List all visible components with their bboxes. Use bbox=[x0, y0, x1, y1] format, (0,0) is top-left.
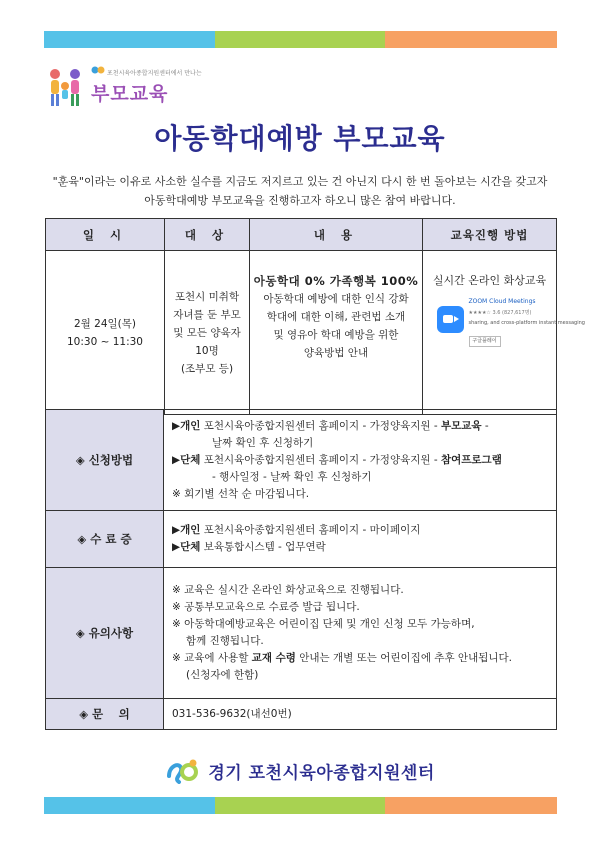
notes-content bbox=[164, 568, 557, 699]
info-table bbox=[45, 409, 557, 730]
certificate-line-1: ▶개인 포천시육아종합지원센터 홈페이지 - 마이페이지 bbox=[172, 524, 421, 536]
header-method: 교육진행 방법 bbox=[423, 219, 557, 251]
zoom-app-description: sharing, and cross-platform instant messaging bbox=[468, 320, 585, 326]
target-line: 자녀를 둔 부모 bbox=[173, 308, 241, 321]
contact-phone: 031-536-9632(내선0번) bbox=[164, 699, 557, 730]
certificate-row bbox=[46, 511, 557, 568]
footer-org-name: 경기 포천시육아종합지원센터 bbox=[208, 763, 435, 784]
content-line: 및 영유아 학대 예방을 위한 bbox=[273, 329, 399, 341]
header-datetime: 일 시 bbox=[46, 219, 165, 251]
content-line: 양육방법 안내 bbox=[303, 347, 369, 359]
content-line: 학대에 대한 이해, 관련법 소개 bbox=[266, 311, 406, 323]
intro-text bbox=[40, 172, 560, 210]
bottom-bar-green bbox=[215, 797, 385, 814]
certificate-label: ◈ 수 료 증 bbox=[46, 511, 164, 568]
zoom-app-icon bbox=[437, 306, 464, 333]
logo-text: 부모교육 bbox=[91, 83, 169, 105]
zoom-app-rating: ★★★★☆ 3.6 (827,617명) bbox=[468, 310, 532, 316]
target-line: 및 모든 양육자 bbox=[173, 326, 241, 339]
notes-line-5: ※ 교육에 사용할 교재 수령 안내는 개별 또는 어린이집에 추후 안내됩니다. bbox=[172, 652, 512, 664]
bottom-bar-orange bbox=[385, 797, 557, 814]
google-play-badge: 구글플레이 bbox=[469, 336, 501, 347]
target-line: 포천시 미취학 bbox=[174, 290, 240, 303]
content-line: 아동학대 예방에 대한 인식 강화 bbox=[263, 293, 409, 305]
page-title: 아동학대예방 부모교육 bbox=[154, 122, 446, 155]
center-logo-icon bbox=[165, 758, 199, 784]
contact-label: ◈ 문 의 bbox=[46, 699, 164, 730]
apply-content bbox=[164, 410, 557, 511]
target-line: 10명 bbox=[195, 344, 219, 357]
bottom-bar-blue bbox=[44, 797, 215, 814]
content-cell bbox=[250, 251, 423, 415]
apply-line-1: ▶개인 포천시육아종합지원센터 홈페이지 - 가정양육지원 - 부모교육 - bbox=[172, 419, 489, 432]
intro-line-1: "훈육"이라는 이유로 사소한 실수를 지금도 저지르고 있는 건 아닌지 다시 한 번 돌아보는 시간을 갖고자 bbox=[52, 175, 548, 188]
header-content: 내 용 bbox=[250, 219, 423, 251]
apply-line-4: - 행사일정 - 날짜 확인 후 신청하기 bbox=[212, 470, 372, 483]
certificate-line-2: ▶단체 보육통합시스템 - 업무연락 bbox=[172, 541, 326, 553]
event-time: 10:30 ~ 11:30 bbox=[67, 335, 143, 348]
center-symbol-icon bbox=[91, 65, 105, 75]
apply-line-3: ▶단체 포천시육아종합지원센터 홈페이지 - 가정양육지원 - 참여프로그램 bbox=[172, 453, 502, 466]
zoom-app-name: ZOOM Cloud Meetings bbox=[468, 298, 536, 305]
target-line: (조부모 등) bbox=[180, 362, 234, 375]
method-text: 실시간 온라인 화상교육 bbox=[432, 274, 547, 287]
parent-education-logo bbox=[45, 66, 202, 108]
notes-label: ◈ 유의사항 bbox=[46, 568, 164, 699]
top-bar-blue bbox=[44, 31, 215, 48]
schedule-header-row bbox=[46, 219, 557, 251]
logo-subtitle: 포천시육아종합지원센터에서 만나는 bbox=[107, 70, 202, 77]
notes-row bbox=[46, 568, 557, 699]
event-date: 2월 24일(목) bbox=[73, 317, 136, 330]
notes-line-2: ※ 공통부모교육으로 수료증 발급 됩니다. bbox=[172, 601, 360, 613]
certificate-content bbox=[164, 511, 557, 568]
intro-line-2: 아동학대예방 부모교육을 진행하고자 하오니 많은 참여 바랍니다. bbox=[144, 194, 456, 207]
schedule-table bbox=[45, 218, 585, 415]
target-cell bbox=[165, 251, 250, 415]
notes-line-3: ※ 아동학대예방교육은 어린이집 단체 및 개인 신청 모두 가능하며, bbox=[172, 618, 475, 630]
notes-line-4: 함께 진행됩니다. bbox=[186, 635, 264, 647]
schedule-row bbox=[46, 251, 557, 415]
notes-line-1: ※ 교육은 실시간 온라인 화상교육으로 진행됩니다. bbox=[172, 584, 404, 596]
method-cell bbox=[423, 251, 585, 415]
header-target: 대 상 bbox=[165, 219, 250, 251]
apply-row bbox=[46, 410, 557, 511]
datetime-cell bbox=[46, 251, 165, 415]
notes-line-6: (신청자에 한함) bbox=[186, 669, 259, 681]
apply-label: ◈ 신청방법 bbox=[46, 410, 164, 511]
contact-row bbox=[46, 699, 557, 730]
top-bar-green bbox=[215, 31, 385, 48]
zoom-app-card bbox=[437, 296, 585, 356]
top-bar-orange bbox=[385, 31, 557, 48]
apply-line-5: ※ 회기별 선착 순 마감됩니다. bbox=[172, 487, 310, 500]
apply-line-2: 날짜 확인 후 신청하기 bbox=[212, 436, 314, 449]
family-illustration-icon bbox=[45, 66, 89, 108]
content-title: 아동학대 0% 가족행복 100% bbox=[253, 274, 419, 288]
footer bbox=[0, 758, 600, 784]
